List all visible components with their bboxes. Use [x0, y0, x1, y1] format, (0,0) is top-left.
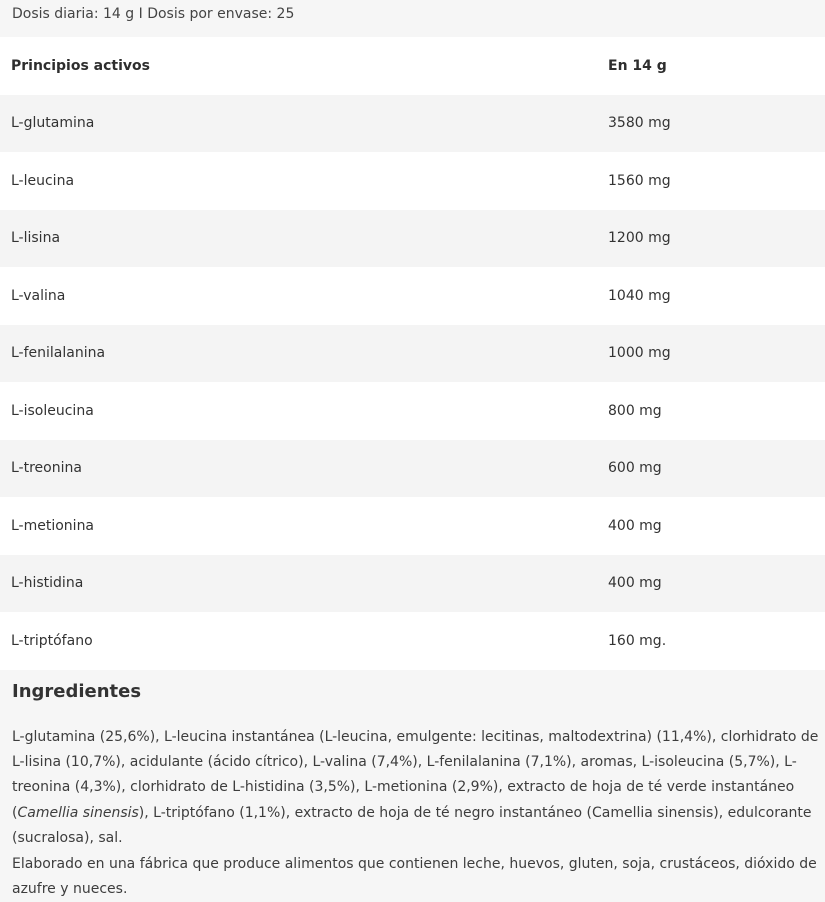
header-amount: En 14 g	[608, 37, 825, 95]
table-row	[0, 382, 825, 440]
ingredients-part-1: L-glutamina (25,6%), L-leucina instantánea (L-leucina, emulgente: lecitinas, maltodextrina) (11,4%), clorhidrato de L-lisina (10,7%), acidulante (ácido cítrico), L-valina (7,4%), L-fenilalanina (7,1%), aromas, L-isoleucina (5,7%), L-treonina (4,3%), clorhidrato de L-histidina (3,5%), L-metionina (2,9%), extracto de hoja de té verde instantáneo (	[12, 729, 818, 821]
table-row	[0, 152, 825, 210]
table-row	[0, 497, 825, 555]
table-row	[0, 612, 825, 670]
ingredients-list	[12, 725, 819, 852]
row-amount: 1040 mg	[608, 267, 825, 325]
ingredients-heading: Ingredientes	[0, 670, 825, 713]
ingredients-italic-species: Camellia sinensis	[17, 805, 138, 821]
dose-line: Dosis diaria: 14 g I Dosis por envase: 25	[0, 0, 825, 37]
allergen-note: Elaborado en una fábrica que produce alimentos que contienen leche, huevos, gluten, soja, crustáceos, dióxido de azufre y nueces.	[12, 852, 819, 902]
table-row	[0, 267, 825, 325]
row-amount: 3580 mg	[608, 95, 825, 153]
row-name: L-fenilalanina	[0, 325, 608, 383]
table-row	[0, 95, 825, 153]
row-amount: 1200 mg	[608, 210, 825, 268]
table-row	[0, 210, 825, 268]
row-amount: 400 mg	[608, 497, 825, 555]
row-name: L-isoleucina	[0, 382, 608, 440]
row-name: L-lisina	[0, 210, 608, 268]
row-name: L-treonina	[0, 440, 608, 498]
row-name: L-triptófano	[0, 612, 608, 670]
active-ingredients-table	[0, 37, 825, 670]
table-row	[0, 325, 825, 383]
ingredients-part-2: ), L-triptófano (1,1%), extracto de hoja de té negro instantáneo (Camellia sinensis), edulcorante (sucralosa), sal.	[12, 805, 812, 846]
header-active-principles: Principios activos	[0, 37, 608, 95]
table-row	[0, 555, 825, 613]
table-row	[0, 440, 825, 498]
row-amount: 400 mg	[608, 555, 825, 613]
ingredients-text	[0, 725, 825, 902]
row-amount: 800 mg	[608, 382, 825, 440]
row-name: L-metionina	[0, 497, 608, 555]
row-amount: 160 mg.	[608, 612, 825, 670]
table-header-row	[0, 37, 825, 95]
row-name: L-leucina	[0, 152, 608, 210]
row-name: L-glutamina	[0, 95, 608, 153]
row-amount: 600 mg	[608, 440, 825, 498]
row-amount: 1000 mg	[608, 325, 825, 383]
row-name: L-histidina	[0, 555, 608, 613]
row-amount: 1560 mg	[608, 152, 825, 210]
row-name: L-valina	[0, 267, 608, 325]
